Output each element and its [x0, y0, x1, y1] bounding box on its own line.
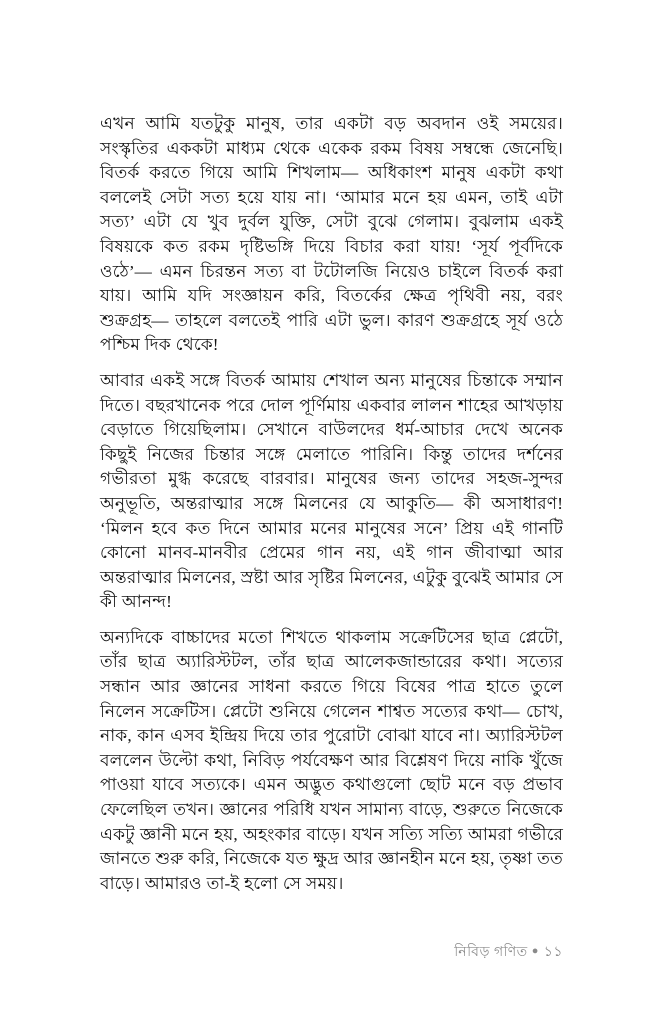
paragraph-1: এখন আমি যতটুকু মানুষ, তার একটা বড় অবদান ওই সময়ের। সংস্কৃতির এককটা মাধ্যম থেকে একেক রকম বিষয় সম্বন্ধে জেনেছি। বিতর্ক করতে গিয়ে আমি শিখলাম— অধিকাংশ মানুষ একটা কথা বললেই সেটা সত্য হয়ে যায় না। ‘আমার মনে হয় এমন, তাই এটা সত্য’ এটা যে খুব দুর্বল যুক্তি, সেটা বুঝে গেলাম। বুঝলাম একই বিষয়কে কত রকম দৃষ্টিভঙ্গি দিয়ে বিচার করা যায়! ‘সূর্য পূর্বদিকে ওঠে’— এমন চিরন্তন সত্য বা টটোলজি নিয়েও চাইলে বিতর্ক করা যায়। আমি যদি সংজ্ঞায়ন করি, বিতর্কের ক্ষেত্র পৃথিবী নয়, বরং শুক্রগ্রহ— তাহলে বলতেই পারি এটা ভুল। কারণ শুক্রগ্রহে সূর্য ওঠে পশ্চিম দিক থেকে! — [100, 114, 563, 355]
page-number: ১১ — [543, 944, 563, 960]
page-text-block — [100, 112, 563, 896]
paragraph-3: অন্যদিকে বাচ্চাদের মতো শিখতে থাকলাম সক্রেটিসের ছাত্র প্লেটো, তাঁর ছাত্র অ্যারিস্টটল, তাঁর ছাত্র আলেকজান্ডারের কথা। সত্যের সন্ধান আর জ্ঞানের সাধনা করতে গিয়ে বিষের পাত্র হাতে তুলে নিলেন সক্রেটিস। প্লেটো শুনিয়ে গেলেন শাশ্বত সত্যের কথা— চোখ, নাক, কান এসব ইন্দ্রিয় দিয়ে তার পুরোটা বোঝা যাবে না। অ্যারিস্টটল বললেন উল্টো কথা, নিবিড় পর্যবেক্ষণ আর বিশ্লেষণ দিয়ে নাকি খুঁজে পাওয়া যাবে সত্যকে। এমন অদ্ভুত কথাগুলো ছোট মনে বড় প্রভাব ফেলেছিল তখন। জ্ঞানের পরিধি যখন সামান্য বাড়ে, শুরুতে নিজেকে একটু জ্ঞানী মনে হয়, অহংকার বাড়ে। যখন সত্যি সত্যি আমরা গভীরে জানতে শুরু করি, নিজেকে যত ক্ষুদ্র আর জ্ঞানহীন মনে হয়, তৃষ্ণা তত বাড়ে। আমারও তা-ই হলো সে সময়। — [100, 627, 563, 893]
paragraph-2: আবার একই সঙ্গে বিতর্ক আমায় শেখাল অন্য মানুষের চিন্তাকে সম্মান দিতে। বছরখানেক পরে দোল পূর্ণিমায় একবার লালন শাহের আখড়ায় বেড়াতে গিয়েছিলাম। সেখানে বাউলদের ধর্ম-আচার দেখে অনেক কিছুই নিজের চিন্তার সঙ্গে মেলাতে পারিনি। কিন্তু তাদের দর্শনের গভীরতা মুগ্ধ করেছে বারবার। মানুষের জন্য তাদের সহজ-সুন্দর অনুভূতি, অন্তরাত্মার সঙ্গে মিলনের যে আকুতি— কী অসাধারণ! ‘মিলন হবে কত দিনে আমার মনের মানুষের সনে’ প্রিয় এই গানটি কোনো মানব-মানবীর প্রেমের গান নয়, এই গান জীবাত্মা আর অন্তরাত্মার মিলনের, স্রষ্টা আর সৃষ্টির মিলনের, এটুকু বুঝেই আমার সে কী আনন্দ! — [100, 370, 563, 612]
page-footer — [100, 941, 563, 962]
footer-book-title: নিবিড় গণিত — [454, 944, 528, 960]
bullet-separator-icon: ● — [531, 945, 539, 957]
